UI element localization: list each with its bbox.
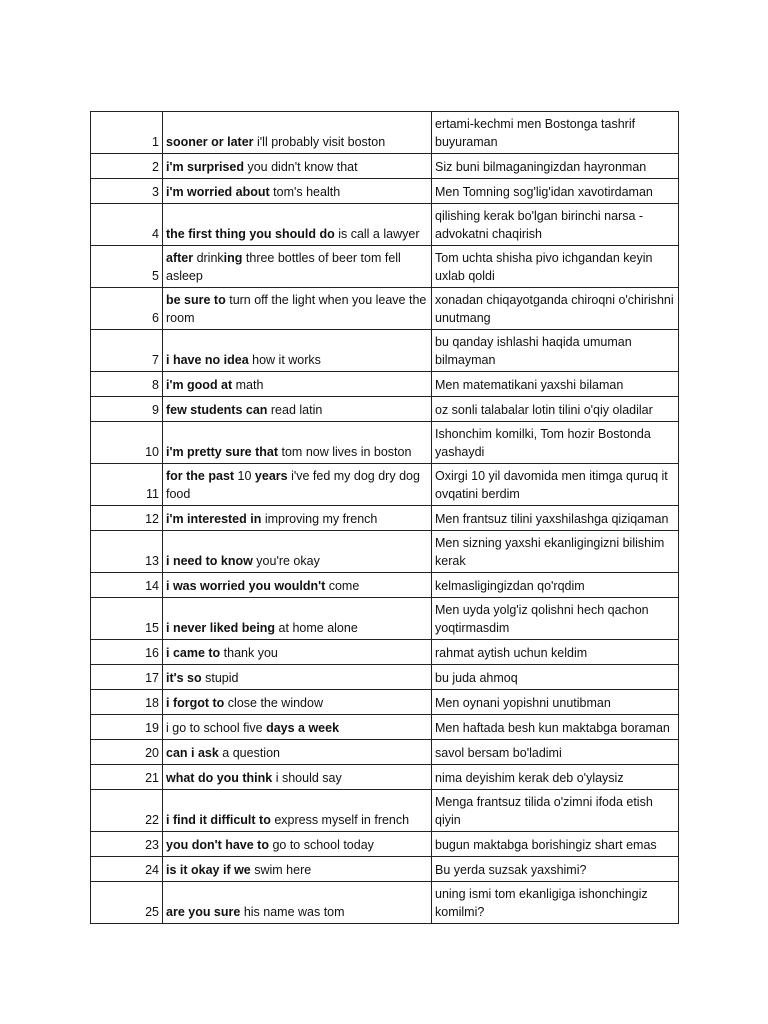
table-row: [91, 715, 679, 740]
uzbek-translation: Men oynani yopishni unutibman: [432, 690, 679, 715]
phrase-text: i'll probably visit boston: [253, 135, 386, 149]
row-number: 5: [91, 246, 163, 288]
table-row: [91, 112, 679, 154]
english-phrase: [163, 288, 432, 330]
phrase-keyword: i never liked being: [166, 621, 276, 635]
uzbek-translation: Men sizning yaxshi ekanligingizni bilishim kerak: [432, 531, 679, 573]
english-phrase: [163, 740, 432, 765]
phrase-table: [90, 111, 679, 924]
english-phrase: [163, 464, 432, 506]
table-row: [91, 246, 679, 288]
table-row: [91, 740, 679, 765]
phrase-keyword: i'm good at: [166, 378, 233, 392]
row-number: 13: [91, 531, 163, 573]
row-number: 3: [91, 179, 163, 204]
table-row: [91, 464, 679, 506]
phrase-keyword: are you sure: [166, 905, 241, 919]
phrase-text: stupid: [201, 671, 239, 685]
phrase-keyword: i'm interested in: [166, 512, 262, 526]
phrase-keyword: i need to know: [166, 554, 253, 568]
table-row: [91, 154, 679, 179]
phrase-text: his name was tom: [240, 905, 345, 919]
phrase-text: thank you: [220, 646, 278, 660]
phrase-text: come: [325, 579, 360, 593]
phrase-text: improving my french: [261, 512, 378, 526]
uzbek-translation: Men frantsuz tilini yaxshilashga qiziqaman: [432, 506, 679, 531]
table-row: [91, 330, 679, 372]
phrase-keyword: can i ask: [166, 746, 219, 760]
phrase-keyword: i forgot to: [166, 696, 225, 710]
phrase-keyword: i was worried you wouldn't: [166, 579, 326, 593]
row-number: 10: [91, 422, 163, 464]
phrase-text: you didn't know that: [244, 160, 358, 174]
phrase-keyword: what do you think: [166, 771, 273, 785]
uzbek-translation: Bu yerda suzsak yaxshimi?: [432, 857, 679, 882]
phrase-text: tom now lives in boston: [278, 445, 412, 459]
row-number: 2: [91, 154, 163, 179]
phrase-text: read latin: [267, 403, 323, 417]
uzbek-translation: kelmasligingizdan qo'rqdim: [432, 573, 679, 598]
table-row: [91, 422, 679, 464]
english-phrase: [163, 397, 432, 422]
row-number: 20: [91, 740, 163, 765]
phrase-text: math: [232, 378, 264, 392]
table-row: [91, 531, 679, 573]
row-number: 24: [91, 857, 163, 882]
uzbek-translation: uning ismi tom ekanligiga ishonchingiz komilmi?: [432, 882, 679, 924]
uzbek-translation: oz sonli talabalar lotin tilini o'qiy oladilar: [432, 397, 679, 422]
english-phrase: [163, 246, 432, 288]
english-phrase: [163, 422, 432, 464]
table-row: [91, 288, 679, 330]
uzbek-translation: Men haftada besh kun maktabga boraman: [432, 715, 679, 740]
table-row: [91, 882, 679, 924]
table-row: [91, 832, 679, 857]
phrase-keyword: i find it difficult to: [166, 813, 271, 827]
phrase-keyword: ing: [223, 251, 243, 265]
row-number: 9: [91, 397, 163, 422]
phrase-text: swim here: [250, 863, 312, 877]
uzbek-translation: ertami-kechmi men Bostonga tashrif buyuraman: [432, 112, 679, 154]
row-number: 1: [91, 112, 163, 154]
uzbek-translation: qilishing kerak bo'lgan birinchi narsa - advokatni chaqirish: [432, 204, 679, 246]
phrase-keyword: you don't have to: [166, 838, 269, 852]
table-row: [91, 506, 679, 531]
table-row: [91, 857, 679, 882]
row-number: 22: [91, 790, 163, 832]
uzbek-translation: bu juda ahmoq: [432, 665, 679, 690]
english-phrase: [163, 857, 432, 882]
uzbek-translation: rahmat aytish uchun keldim: [432, 640, 679, 665]
phrase-text: how it works: [248, 353, 321, 367]
english-phrase: [163, 204, 432, 246]
english-phrase: [163, 330, 432, 372]
phrase-keyword: the first thing you should do: [166, 227, 335, 241]
english-phrase: [163, 179, 432, 204]
uzbek-translation: Siz buni bilmaganingizdan hayronman: [432, 154, 679, 179]
uzbek-translation: Ishonchim komilki, Tom hozir Bostonda yashaydi: [432, 422, 679, 464]
row-number: 19: [91, 715, 163, 740]
table-row: [91, 690, 679, 715]
english-phrase: [163, 531, 432, 573]
phrase-text: go to school today: [268, 838, 374, 852]
phrase-keyword: years: [254, 469, 288, 483]
row-number: 12: [91, 506, 163, 531]
row-number: 16: [91, 640, 163, 665]
row-number: 7: [91, 330, 163, 372]
phrase-text: close the window: [224, 696, 323, 710]
phrase-keyword: for the past: [166, 469, 235, 483]
phrase-keyword: days a week: [266, 721, 340, 735]
uzbek-translation: Tom uchta shisha pivo ichgandan keyin uxlab qoldi: [432, 246, 679, 288]
english-phrase: [163, 154, 432, 179]
english-phrase: [163, 372, 432, 397]
phrase-keyword: i'm surprised: [166, 160, 244, 174]
phrase-text: i go to school five: [166, 721, 267, 735]
phrase-keyword: be sure to: [166, 293, 226, 307]
english-phrase: [163, 640, 432, 665]
phrase-table-body: [91, 112, 679, 924]
row-number: 23: [91, 832, 163, 857]
english-phrase: [163, 573, 432, 598]
table-row: [91, 179, 679, 204]
uzbek-translation: xonadan chiqayotganda chiroqni o'chirishni unutmang: [432, 288, 679, 330]
row-number: 6: [91, 288, 163, 330]
table-row: [91, 765, 679, 790]
phrase-keyword: it's so: [166, 671, 202, 685]
english-phrase: [163, 506, 432, 531]
english-phrase: [163, 832, 432, 857]
phrase-text: turn off the light when you leave the room: [166, 293, 427, 325]
uzbek-translation: savol bersam bo'ladimi: [432, 740, 679, 765]
uzbek-translation: Oxirgi 10 yil davomida men itimga quruq it ovqatini berdim: [432, 464, 679, 506]
row-number: 4: [91, 204, 163, 246]
row-number: 8: [91, 372, 163, 397]
phrase-text: at home alone: [275, 621, 358, 635]
english-phrase: [163, 765, 432, 790]
table-row: [91, 665, 679, 690]
phrase-text: 10: [234, 469, 255, 483]
phrase-keyword: i'm worried about: [166, 185, 270, 199]
phrase-keyword: i came to: [166, 646, 221, 660]
phrase-text: express myself in french: [270, 813, 410, 827]
phrase-keyword: few students can: [166, 403, 268, 417]
english-phrase: [163, 882, 432, 924]
english-phrase: [163, 598, 432, 640]
phrase-text: drink: [193, 251, 224, 265]
english-phrase: [163, 790, 432, 832]
table-row: [91, 790, 679, 832]
table-row: [91, 397, 679, 422]
phrase-text: tom's health: [269, 185, 341, 199]
phrase-text: is call a lawyer: [334, 227, 420, 241]
uzbek-translation: nima deyishim kerak deb o'ylaysiz: [432, 765, 679, 790]
phrase-text: i should say: [272, 771, 342, 785]
uzbek-translation: Menga frantsuz tilida o'zimni ifoda etish qiyin: [432, 790, 679, 832]
uzbek-translation: bu qanday ishlashi haqida umuman bilmayman: [432, 330, 679, 372]
phrase-keyword: i'm pretty sure that: [166, 445, 279, 459]
phrase-keyword: after: [166, 251, 194, 265]
phrase-text: three bottles of beer tom fell asleep: [166, 251, 401, 283]
uzbek-translation: Men uyda yolg'iz qolishni hech qachon yoqtirmasdim: [432, 598, 679, 640]
row-number: 17: [91, 665, 163, 690]
table-row: [91, 573, 679, 598]
uzbek-translation: bugun maktabga borishingiz shart emas: [432, 832, 679, 857]
row-number: 15: [91, 598, 163, 640]
phrase-keyword: i have no idea: [166, 353, 249, 367]
table-row: [91, 372, 679, 397]
uzbek-translation: Men matematikani yaxshi bilaman: [432, 372, 679, 397]
phrase-keyword: sooner or later: [166, 135, 254, 149]
table-row: [91, 640, 679, 665]
english-phrase: [163, 112, 432, 154]
english-phrase: [163, 690, 432, 715]
row-number: 14: [91, 573, 163, 598]
row-number: 21: [91, 765, 163, 790]
english-phrase: [163, 715, 432, 740]
phrase-text: a question: [218, 746, 280, 760]
english-phrase: [163, 665, 432, 690]
table-row: [91, 204, 679, 246]
row-number: 11: [91, 464, 163, 506]
row-number: 18: [91, 690, 163, 715]
row-number: 25: [91, 882, 163, 924]
phrase-text: i've fed my dog dry dog food: [166, 469, 420, 501]
uzbek-translation: Men Tomning sog'lig'idan xavotirdaman: [432, 179, 679, 204]
phrase-text: you're okay: [252, 554, 320, 568]
table-row: [91, 598, 679, 640]
phrase-keyword: is it okay if we: [166, 863, 251, 877]
